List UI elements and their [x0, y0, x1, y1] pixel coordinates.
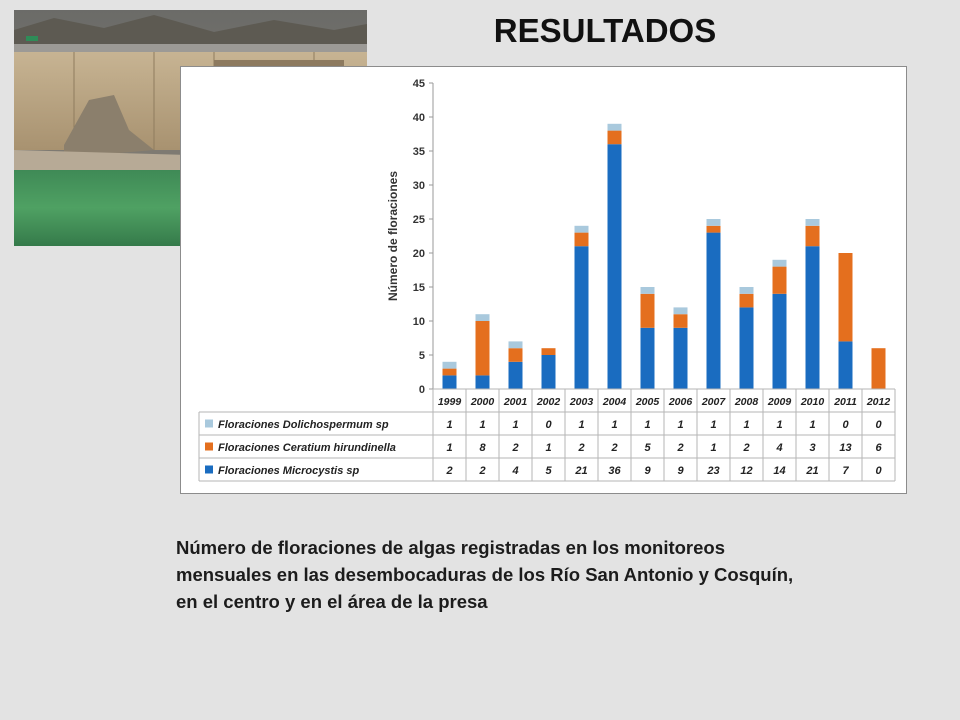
table-value: 2 — [479, 465, 486, 477]
legend-swatch — [205, 420, 213, 428]
x-category-label: 1999 — [437, 396, 462, 408]
table-value: 1 — [611, 419, 618, 431]
y-tick-label: 0 — [418, 384, 425, 396]
bar-segment — [806, 226, 820, 246]
chart-frame — [180, 66, 907, 494]
bar-segment — [839, 341, 853, 389]
x-category-label: 2005 — [635, 396, 660, 408]
table-value: 2 — [512, 442, 519, 454]
table-value: 1 — [809, 419, 816, 431]
bar-segment — [509, 348, 523, 362]
table-value: 36 — [608, 465, 621, 477]
table-value: 1 — [743, 419, 750, 431]
bar-segment — [542, 355, 556, 389]
legend-swatch — [205, 466, 213, 474]
table-value: 1 — [446, 419, 453, 431]
bar-segment — [575, 226, 589, 233]
bar-segment — [773, 267, 787, 294]
slide-title: RESULTADOS — [493, 12, 717, 49]
bar-segment — [674, 307, 688, 314]
y-tick-label: 20 — [412, 248, 425, 260]
x-category-label: 2008 — [734, 396, 759, 408]
bar-segment — [476, 375, 490, 389]
y-axis-label: Número de floraciones — [386, 170, 400, 302]
bar-segment — [773, 294, 787, 389]
bar-segment — [608, 124, 622, 131]
table-value: 0 — [842, 419, 849, 431]
y-tick-label: 45 — [412, 78, 425, 90]
y-tick-label: 30 — [412, 180, 425, 192]
bar-segment — [608, 131, 622, 145]
bar-segment — [707, 233, 721, 389]
bar-segment — [773, 260, 787, 267]
bar-segment — [740, 294, 754, 308]
bar-segment — [740, 287, 754, 294]
table-value: 0 — [875, 465, 882, 477]
y-tick-label: 25 — [412, 214, 425, 226]
table-value: 2 — [611, 442, 618, 454]
bar-segment — [707, 219, 721, 226]
bar-segment — [674, 328, 688, 389]
bar-segment — [509, 362, 523, 389]
bar-segment — [608, 144, 622, 389]
table-value: 5 — [644, 442, 651, 454]
bar-segment — [806, 219, 820, 226]
table-value: 23 — [707, 465, 720, 477]
x-category-label: 2000 — [470, 396, 495, 408]
y-tick-label: 10 — [412, 316, 425, 328]
bar-segment — [542, 348, 556, 355]
bar-segment — [806, 246, 820, 389]
table-value: 21 — [806, 465, 819, 477]
bar-segment — [476, 321, 490, 375]
table-value: 2 — [743, 442, 750, 454]
y-tick-label: 40 — [412, 112, 425, 124]
legend-swatch — [205, 443, 213, 451]
table-value: 1 — [644, 419, 651, 431]
table-value: 1 — [512, 419, 519, 431]
bar-segment — [641, 328, 655, 389]
table-value: 12 — [740, 465, 753, 477]
x-category-label: 2010 — [800, 396, 825, 408]
bar-segment — [575, 233, 589, 247]
table-value: 0 — [875, 419, 882, 431]
legend-label: Floraciones Microcystis sp — [218, 465, 360, 477]
table-value: 2 — [578, 442, 585, 454]
table-value: 13 — [839, 442, 852, 454]
table-value: 3 — [809, 442, 816, 454]
x-category-label: 2002 — [536, 396, 561, 408]
legend-label: Floraciones Dolichospermum sp — [218, 419, 389, 431]
bar-segment — [707, 226, 721, 233]
x-category-label: 2006 — [668, 396, 693, 408]
table-value: 4 — [512, 465, 519, 477]
x-category-label: 2009 — [767, 396, 792, 408]
bar-segment — [641, 294, 655, 328]
table-value: 2 — [677, 442, 684, 454]
bar-segment — [476, 314, 490, 321]
chart-caption: Número de floraciones de algas registradas en los monitoreos mensuales en las desembocaduras de los Río San Antonio y Cosquín, en el centro y en el área de la presa — [176, 537, 794, 612]
table-value: 6 — [875, 442, 882, 454]
table-value: 1 — [710, 442, 717, 454]
table-value: 1 — [446, 442, 453, 454]
bar-segment — [575, 246, 589, 389]
table-value: 1 — [545, 442, 552, 454]
bar-segment — [641, 287, 655, 294]
table-value: 9 — [644, 465, 651, 477]
legend-label: Floraciones Ceratium hirundinella — [218, 442, 396, 454]
bar-segment — [740, 307, 754, 389]
table-value: 1 — [677, 419, 684, 431]
x-category-label: 2012 — [866, 396, 891, 408]
table-value: 0 — [545, 419, 552, 431]
table-value: 7 — [842, 465, 849, 477]
bar-segment — [674, 314, 688, 328]
table-value: 2 — [446, 465, 453, 477]
table-value: 1 — [776, 419, 783, 431]
table-value: 4 — [776, 442, 783, 454]
table-value: 9 — [677, 465, 684, 477]
bar-segment — [443, 369, 457, 376]
table-value: 1 — [578, 419, 585, 431]
bar-segment — [443, 362, 457, 369]
bar-segment — [839, 253, 853, 341]
x-category-label: 2004 — [602, 396, 627, 408]
bar-segment — [443, 375, 457, 389]
x-category-label: 2003 — [569, 396, 594, 408]
x-category-label: 2011 — [834, 396, 857, 408]
x-category-label: 2001 — [503, 396, 528, 408]
stacked-bar-chart — [181, 67, 906, 493]
bar-segment — [509, 341, 523, 348]
table-value: 21 — [575, 465, 588, 477]
y-tick-label: 5 — [418, 350, 425, 362]
y-tick-label: 15 — [412, 282, 425, 294]
table-value: 1 — [479, 419, 486, 431]
table-value: 1 — [710, 419, 717, 431]
table-value: 14 — [773, 465, 786, 477]
table-value: 5 — [545, 465, 552, 477]
bar-segment — [872, 348, 886, 389]
x-category-label: 2007 — [701, 396, 726, 408]
table-value: 8 — [479, 442, 486, 454]
y-tick-label: 35 — [412, 146, 425, 158]
